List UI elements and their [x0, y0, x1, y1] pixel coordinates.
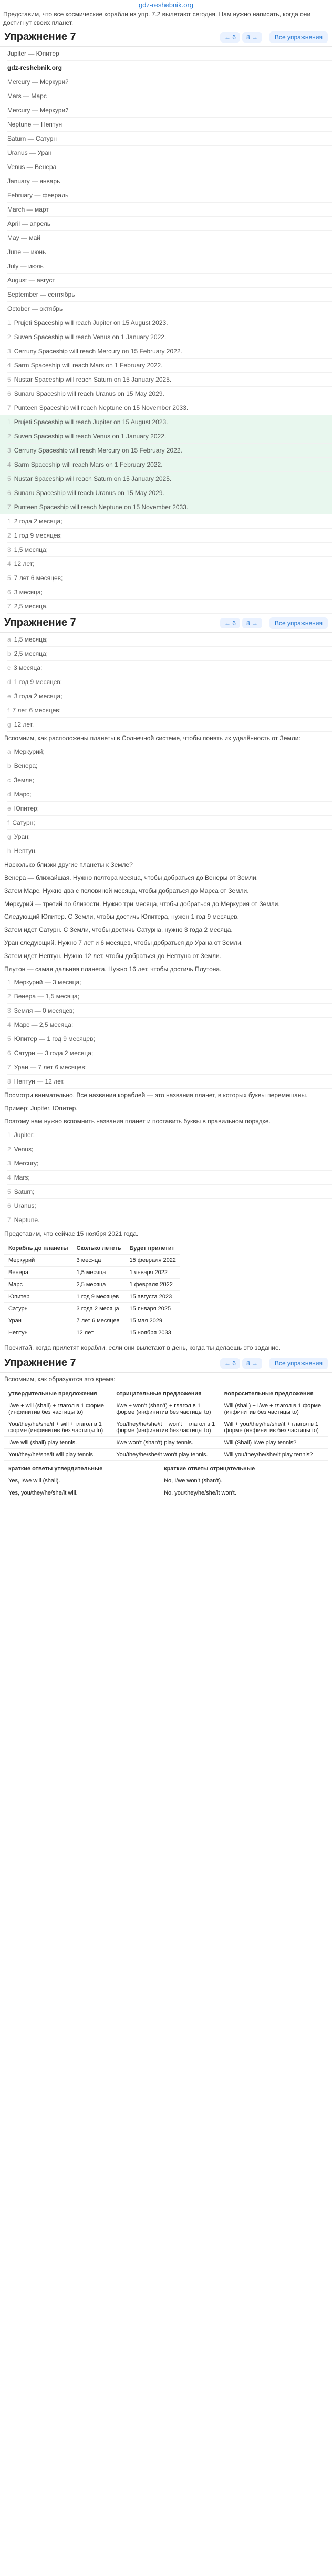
- list-item: a Меркурий;: [7, 745, 332, 759]
- list-item: 5 7 лет 6 месяцев;: [7, 571, 332, 585]
- list-item: 3 Cerruny Spaceship will reach Mercury on 15 February 2022.: [7, 444, 332, 458]
- list-item: February — февраль: [7, 188, 332, 203]
- list-item: Uranus — Уран: [7, 146, 332, 160]
- intro-text: Представим, что все космические корабли из упр. 7.2 вылетают сегодня. Нам нужно написать, когда они достигнут своих планет.: [3, 10, 311, 27]
- pairs-list: [0, 47, 332, 316]
- list-item: 1 2 года 2 месяца;: [7, 514, 332, 529]
- exercise-header-2: [0, 614, 332, 633]
- list-item: Mercury — Меркурий: [7, 103, 332, 118]
- list-item: 2 Suven Spaceship will reach Venus on 1 January 2022.: [7, 429, 332, 444]
- list-item: d 1 год 9 месяцев;: [7, 675, 332, 689]
- top-link[interactable]: gdz-reshebnik.org: [138, 1, 194, 9]
- list-item: 6 Uranus;: [7, 1199, 332, 1213]
- list-item: b Венера;: [7, 759, 332, 773]
- list-item: 7 Neptune.: [7, 1213, 332, 1227]
- list-item: July — июль: [7, 259, 332, 274]
- table-header-row: [4, 1388, 328, 1400]
- short-answers-table: [4, 1463, 315, 1499]
- list-item: f 7 лет 6 месяцев;: [7, 703, 332, 718]
- next-exercise-button[interactable]: 8 →: [242, 618, 262, 628]
- list-item: Jupiter — Юпитер: [7, 47, 332, 61]
- list-item: March — март: [7, 203, 332, 217]
- table-header: краткие ответы утвердительные: [4, 1463, 160, 1475]
- planets-intro: Вспомним, как расположены планеты в Солнечной системе, чтобы понять их удалённость от Земли:: [4, 734, 300, 742]
- list-item: 7 Punteen Spaceship will reach Neptune on 15 November 2033.: [7, 500, 332, 514]
- sentences-list-1: [0, 316, 332, 415]
- table-header: Корабль до планеты: [4, 1243, 72, 1255]
- list-item: g 12 лет.: [7, 718, 332, 732]
- list-item: June — июнь: [7, 245, 332, 259]
- list-item: 5 Nustar Spaceship will reach Saturn on 15 January 2025.: [7, 472, 332, 486]
- list-item: 6 Sunaru Spaceship will reach Uranus on 15 May 2029.: [7, 387, 332, 401]
- list-item: 2 1 год 9 месяцев;: [7, 529, 332, 543]
- list-item: April — апрель: [7, 217, 332, 231]
- paragraph: Венера — ближайшая. Нужно полтора месяца, чтобы добраться до Венеры от Земли.: [4, 874, 258, 881]
- date-text: Представим, что сейчас 15 ноября 2021 года.: [4, 1229, 139, 1237]
- table-row: Yes, you/they/he/she/it will. No, you/they/he/she/it won't.: [4, 1487, 315, 1499]
- table-row: Нептун 12 лет 15 ноября 2033: [4, 1327, 180, 1339]
- list-item: 2 Suven Spaceship will reach Venus on 1 January 2022.: [7, 330, 332, 344]
- need-text: Поэтому нам нужно вспомнить названия планет и поставить буквы в правильном порядке.: [4, 1117, 271, 1125]
- list-item: Saturn — Сатурн: [7, 132, 332, 146]
- list-item: 7 Punteen Spaceship will reach Neptune on 15 November 2033.: [7, 401, 332, 415]
- list-item: c 3 месяца;: [7, 661, 332, 675]
- table-header: отрицательные предложения: [112, 1388, 220, 1400]
- list-item: 7 2,5 месяца.: [7, 600, 332, 614]
- table-row: Сатурн 3 года 2 месяца 15 января 2025: [4, 1302, 180, 1315]
- table-row: Марс 2,5 месяца 1 февраля 2022: [4, 1278, 180, 1290]
- paragraph: Следующий Юпитер. С Земли, чтобы достичь Юпитера, нужен 1 год 9 месяцев.: [4, 913, 239, 921]
- list-item: 3 Cerruny Spaceship will reach Mercury on 15 February 2022.: [7, 344, 332, 359]
- list-item: 4 Марс — 2,5 месяца;: [7, 1018, 332, 1032]
- list-item: 4 12 лет;: [7, 557, 332, 571]
- table-row: I/we + will (shall) + глагол в 1 форме (инфинитив без частицы to) I/we + won't (shan't) + глагол в 1 форме (инфинитив без частицы to) Will (shall) + I/we + глагол в 1 форме (инфинитив без частицы to): [4, 1400, 328, 1418]
- list-item: January — январь: [7, 174, 332, 188]
- list-item: September — сентябрь: [7, 288, 332, 302]
- list-item: 3 Земля — 0 месяцев;: [7, 1004, 332, 1018]
- forms-table: [4, 1388, 328, 1461]
- list-item: 1 Меркурий — 3 месяца;: [7, 975, 332, 990]
- list-item: October — октябрь: [7, 302, 332, 316]
- list-item: 2 Венера — 1,5 месяца;: [7, 990, 332, 1004]
- table-header: краткие ответы отрицательные: [160, 1463, 315, 1475]
- sentences-list-2: [0, 415, 332, 514]
- exercise-header: [0, 28, 332, 47]
- durations-list: [0, 514, 332, 614]
- list-item: 1 Prujeti Spaceship will reach Jupiter on 15 August 2023.: [7, 415, 332, 429]
- table-header-row: [4, 1243, 180, 1255]
- prev-exercise-button[interactable]: ← 6: [220, 618, 240, 628]
- all-exercises-button[interactable]: Все упражнения: [269, 31, 328, 43]
- next-exercise-button[interactable]: 8 →: [242, 32, 262, 43]
- table-header-row: [4, 1463, 315, 1475]
- list-item: 8 Нептун — 12 лет.: [7, 1075, 332, 1089]
- list-item: c Земля;: [7, 773, 332, 787]
- list-item: Mercury — Меркурий: [7, 75, 332, 89]
- prev-exercise-button[interactable]: ← 6: [220, 1358, 240, 1369]
- example-text: Пример: Jupiter. Юпитер.: [4, 1105, 78, 1112]
- list-item: 6 Сатурн — 3 года 2 месяца;: [7, 1046, 332, 1060]
- list-item: 1 Prujeti Spaceship will reach Jupiter on 15 August 2023.: [7, 316, 332, 330]
- table-row: Юпитер 1 год 9 месяцев 15 августа 2023: [4, 1290, 180, 1302]
- list-item: 1 Jupiter;: [7, 1128, 332, 1142]
- list-item: e Юпитер;: [7, 802, 332, 816]
- list-item: 2 Venus;: [7, 1142, 332, 1156]
- list-item: b 2,5 месяца;: [7, 647, 332, 661]
- table-header: утвердительные предложения: [4, 1388, 112, 1400]
- calc-text: Посчитай, когда прилетят корабли, если они вылетают в день, когда ты делаешь это задание.: [4, 1343, 281, 1351]
- paragraph: Затем Марс. Нужно два с половиной месяца, чтобы добраться до Марса от Земли.: [4, 887, 249, 895]
- list-item: 3 Mercury;: [7, 1156, 332, 1171]
- list-item: d Марс;: [7, 787, 332, 802]
- list-item: 5 Юпитер — 1 год 9 месяцев;: [7, 1032, 332, 1046]
- table-row: Венера 1,5 месяца 1 января 2022: [4, 1266, 180, 1278]
- list-item: 4 Mars;: [7, 1171, 332, 1185]
- list-item: 4 Sarm Spaceship will reach Mars on 1 February 2022.: [7, 359, 332, 373]
- paragraph: Уран следующий. Нужно 7 лет и 6 месяцев, чтобы добраться до Урана от Земли.: [4, 939, 243, 947]
- sub-list: [0, 633, 332, 732]
- list-item: g Уран;: [7, 830, 332, 844]
- table-header: Будет прилетит: [125, 1243, 180, 1255]
- travel-list: [0, 975, 332, 1089]
- exercise-title: Упражнение 7: [4, 1357, 76, 1369]
- list-item: August — август: [7, 274, 332, 288]
- list-item: Venus — Венера: [7, 160, 332, 174]
- names-list: [0, 1128, 332, 1227]
- list-item: 5 Nustar Spaceship will reach Saturn on 15 January 2025.: [7, 373, 332, 387]
- all-exercises-button[interactable]: Все упражнения: [269, 1358, 328, 1369]
- arrival-table: [4, 1243, 180, 1339]
- table-row: I/we will (shall) play tennis. I/we won't (shan't) play tennis. Will (Shall) I/we play tennis?: [4, 1437, 328, 1449]
- list-item: Neptune — Нептун: [7, 118, 332, 132]
- all-exercises-button[interactable]: Все упражнения: [269, 617, 328, 629]
- exercise-title: Упражнение 7: [4, 31, 76, 43]
- list-item: 6 3 месяца;: [7, 585, 332, 600]
- table-row: Уран 7 лет 6 месяцев 15 мая 2029: [4, 1315, 180, 1327]
- list-item: Mars — Марс: [7, 89, 332, 103]
- exercise-title: Упражнение 7: [4, 617, 76, 629]
- list-item: 4 Sarm Spaceship will reach Mars on 1 February 2022.: [7, 458, 332, 472]
- list-item: 7 Уран — 7 лет 6 месяцев;: [7, 1060, 332, 1075]
- table-row: You/they/he/she/it will play tennis. You/they/he/she/it won't play tennis. Will you/they/he/she/it play tennis?: [4, 1449, 328, 1461]
- paragraph: Меркурий — третий по близости. Нужно три месяца, чтобы добраться до Меркурия от Земли.: [4, 900, 280, 908]
- table-row: Меркурий 3 месяца 15 февраля 2022: [4, 1254, 180, 1266]
- table-header: Сколько лететь: [72, 1243, 126, 1255]
- table-row: Yes, I/we will (shall). No, I/we won't (shan't).: [4, 1475, 315, 1487]
- question-text: Насколько близки другие планеты к Земле?: [4, 861, 133, 869]
- next-exercise-button[interactable]: 8 →: [242, 1358, 262, 1369]
- table-row: You/they/he/she/it + will + глагол в 1 форме (инфинитив без частицы to) You/they/he/she/it + won't + глагол в 1 форме (инфинитив без частицы to) Will + you/they/he/she/it + глагол в 1 форме (инфинитив без частицы to): [4, 1418, 328, 1437]
- planets-list: [0, 745, 332, 858]
- table-header: вопросительные предложения: [220, 1388, 328, 1400]
- list-item: 3 1,5 месяца;: [7, 543, 332, 557]
- list-item: a 1,5 месяца;: [7, 633, 332, 647]
- list-item: gdz-reshebnik.org: [7, 61, 332, 75]
- ships-text: Посмотри внимательно. Все названия кораблей — это названия планет, в которых буквы перемешаны.: [4, 1091, 308, 1099]
- list-item: e 3 года 2 месяца;: [7, 689, 332, 703]
- pluto-text: Плутон — самая дальняя планета. Нужно 16 лет, чтобы достичь Плутона.: [4, 965, 222, 973]
- paragraph: Затем идет Сатурн. С Земли, чтобы достичь Сатурна, нужно 3 года 2 месяца.: [4, 926, 233, 934]
- forms-intro: Вспомним, как образуются это время:: [4, 1375, 116, 1383]
- prev-exercise-button[interactable]: ← 6: [220, 32, 240, 43]
- list-item: 6 Sunaru Spaceship will reach Uranus on 15 May 2029.: [7, 486, 332, 500]
- list-item: h Нептун.: [7, 844, 332, 858]
- list-item: f Сатурн;: [7, 816, 332, 830]
- list-item: May — май: [7, 231, 332, 245]
- list-item: 5 Saturn;: [7, 1185, 332, 1199]
- paragraph: Затем идет Нептун. Нужно 12 лет, чтобы добраться до Нептуна от Земли.: [4, 952, 222, 960]
- exercise-header-3: [0, 1354, 332, 1373]
